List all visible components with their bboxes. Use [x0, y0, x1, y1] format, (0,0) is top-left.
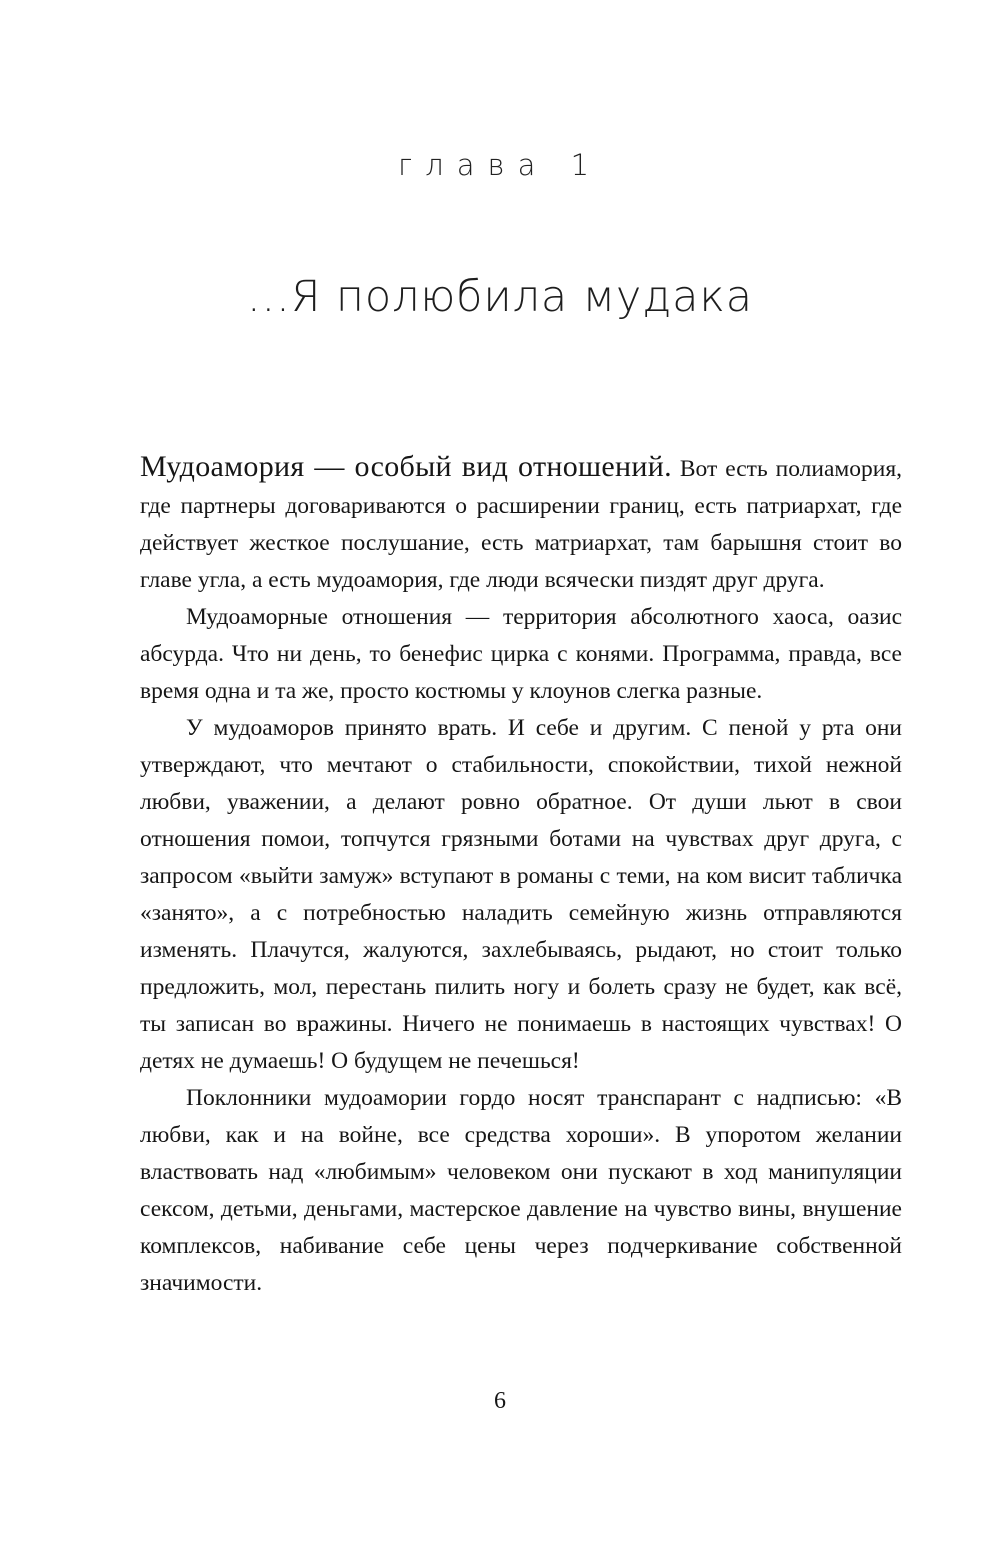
page-number: 6	[494, 1388, 506, 1414]
chapter-label: глава 1	[397, 148, 603, 182]
chapter-title: ...Я полюбила мудака	[247, 272, 753, 322]
paragraph: Мудоаморные отношения — территория абсолютного хаоса, оазис абсурда. Что ни день, то бенефис цирка с конями. Программа, правда, все время одна и та же, просто костюмы у клоунов слегка разные.	[140, 604, 902, 704]
lead-continuation: Вот есть полиамория, где партнеры договариваются о расширении границ, есть патриархат, где действует жесткое послушание, есть матриархат, там барышня стоит во главе угла, а есть мудоамория, где люди всячески пиздят друг друга.	[140, 456, 903, 593]
lead-in-sentence: Мудоамория — особый вид отношений.	[140, 450, 672, 483]
paragraph-lead	[140, 448, 902, 599]
body-text	[140, 448, 902, 1302]
paragraph: Поклонники мудоамории гордо носят транспарант с надписью: «В любви, как и на войне, все средства хороши». В упоротом желании властвовать над «любимым» человеком они пускают в ход манипуляции сексом, детьми, деньгами, мастерское давление на чувство вины, внушение комплексов, набивание себе цены через подчеркивание собственной значимости.	[140, 1085, 902, 1296]
paragraph: У мудоаморов принято врать. И себе и другим. С пеной у рта они утверждают, что мечтают о стабильности, спокойствии, тихой нежной любви, уважении, а делают ровно обратное. От души льют в свои отношения помои, топчутся грязными ботами на чувствах друг друга, с запросом «выйти замуж» вступают в романы с теми, на ком висит табличка «занято», а с потребностью наладить семейную жизнь отправляются изменять. Плачутся, жалуются, захлебываясь, рыдают, но стоит только предложить, мол, перестань пилить ногу и болеть сразу не будет, как всё, ты записан во вражины. Ничего не понимаешь в настоящих чувствах! О детях не думаешь! О будущем не печешься!	[140, 715, 902, 1074]
